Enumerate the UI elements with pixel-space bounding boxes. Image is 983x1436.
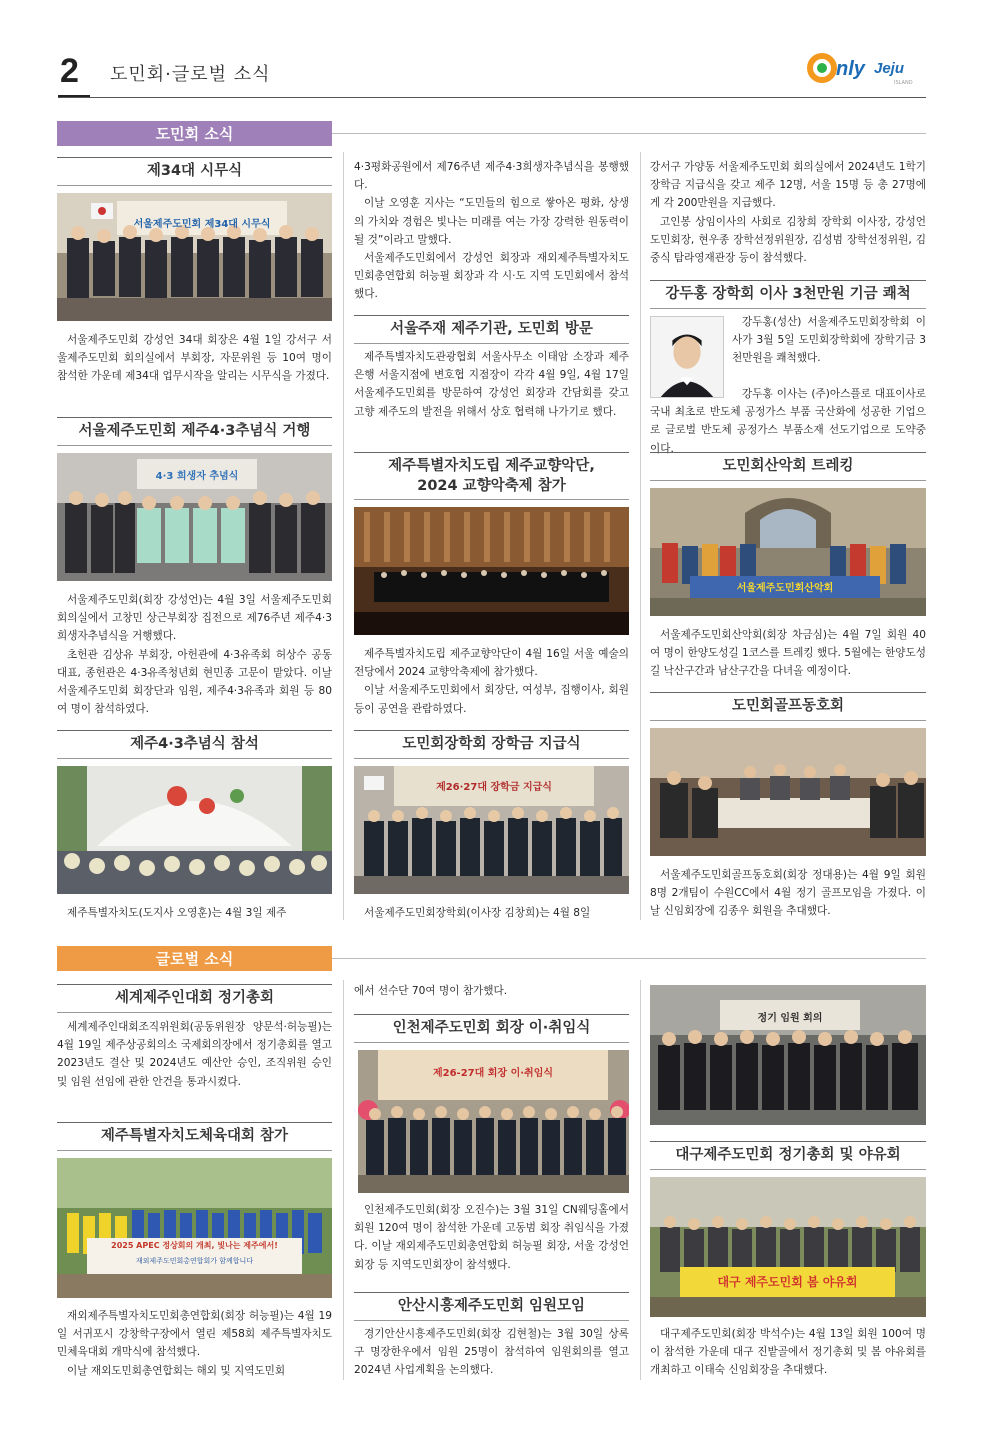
paragraph: 서울제주도민회 강성언 34대 회장은 4월 1일 강서구 서울제주도민회 회의실에서 부회장, 자문위원 등 10여 명이 참석한 가운데 제34대 업무시작을 알리는 시무식을 가졌다. <box>57 334 332 383</box>
photo-banner-subtext: 재외제주도민회총연합회가 함께합니다 <box>135 1257 254 1265</box>
photo-banner-text: 대구 제주도민회 봄 야유회 <box>717 1275 858 1289</box>
paragraph: 강서구 가양동 서울제주도민회 회의실에서 2024년도 1학기 장학금 지급식을 갖고 제주 12명, 서울 15명 등 총 27명에게 각 200만원을 지급했다. <box>650 161 926 210</box>
article-heading <box>354 452 629 500</box>
paragraph: 에서 선수단 70여 명이 참가했다. <box>354 985 508 997</box>
paragraph: 서울제주도민회골프동호회(회장 정대용)는 4월 9일 회원 8명 2개팀이 수원CC에서 4월 정기 골프모임을 가졌다. 이날 신임회장에 김종우 회원을 추대했다. <box>650 869 926 918</box>
article-body <box>57 1018 332 1091</box>
article-heading: 서울제주도민회 제주4·3추념식 거행 <box>57 417 332 446</box>
article-body-continued <box>650 158 926 267</box>
article-body <box>57 591 332 718</box>
article-heading: 제주4·3추념식 참석 <box>57 730 332 759</box>
paragraph: 제주특별자치도관광협회 서울사무소 이태암 소장과 제주은행 서울지점에 변호협 지점장이 각각 4월 9일, 4월 17일 서울제주도민회를 방문하여 강성언 회장과 간담회를 갖고 고향 제주도의 발전을 위해서 상호 협력해 나가기로 했다. <box>354 351 629 418</box>
photo-banner-text: 서울제주도민회산악회 <box>736 583 834 594</box>
photo-banner-text: 2025 APEC 정상회의 개최, 빛나는 제주에서! <box>111 1241 278 1250</box>
paragraph: 세계제주인대회조직위원회(공동위원장 양문석·허능필)는 4월 19일 제주상공회의소 국제회의장에서 정기총회를 열고 2023년도 결산 및 2024년도 예산안 승인, 조직위원 승인 및 임원 선임에 관한 안건을 통과시켰다. <box>57 1021 332 1088</box>
paragraph: 대구제주도민회(회장 박석수)는 4월 13일 회원 100여 명이 참석한 가운데 대구 진밭골에서 정기총회 및 봄 야유회를 개최하고 이태숙 신임회장을 추대했다. <box>650 1328 926 1377</box>
article-heading: 도민회장학회 장학금 지급식 <box>354 730 629 759</box>
article-body <box>650 626 926 681</box>
article-heading: 제34대 시무식 <box>57 157 332 186</box>
article-heading: 강두홍 장학회 이사 3천만원 기금 쾌척 <box>650 280 926 309</box>
golf-club-photo <box>650 728 926 856</box>
section-rule-domin <box>332 133 926 134</box>
article-body <box>57 1307 332 1380</box>
article-body <box>650 1325 926 1380</box>
article-body <box>732 313 926 368</box>
photo-banner-text: 정기 임원 회의 <box>757 1013 823 1024</box>
paragraph: 서울제주도민회산악회(회장 차금심)는 4월 7일 회원 40여 명이 한양도성길 1코스를 트레킹 했다. 5월에는 한양도성길 낙산구간과 남산구간을 다녀올 예정이다. <box>650 629 926 678</box>
page-number: 2 <box>60 52 79 90</box>
section-banner-global: 글로벌 소식 <box>57 946 332 971</box>
paragraph: 이날 오영훈 지사는 “도민들의 힘으로 쌓아온 평화, 상생의 가치와 경험은 빛나는 미래를 여는 가장 강력한 원동력이 될 것”이라고 말했다. <box>354 197 629 246</box>
paragraph: 강두홍(성산) 서울제주도민회장학회 이사가 3월 5일 도민회장학회에 장학기금 3천만원을 쾌척했다. <box>732 316 926 365</box>
paragraph: 인천제주도민회(회장 오진수)는 3월 31일 CN웨딩홀에서 회원 120여 명이 참석한 가운데 고동범 회장 취임식을 가졌다. 이날 재외제주도민회총연합회 허능필 회장, 서울 강성언 회장 등 지역도민회장이 참석했다. <box>354 1204 629 1271</box>
article-body <box>57 331 332 386</box>
article-body <box>354 1201 629 1274</box>
section-banner-domin: 도민회 소식 <box>57 121 332 146</box>
scholarship-ceremony-photo <box>354 766 629 894</box>
trekking-photo <box>650 488 926 616</box>
group-photo <box>57 193 332 321</box>
article-body-continued <box>354 982 629 1000</box>
paragraph: 서울제주도민회에서 강성언 회장과 재외제주특별자치도민회총연합회 허능필 회장과 각 시·도 지역 도민회에서 참석했다. <box>354 252 629 301</box>
section-rule-global <box>332 958 926 959</box>
column-divider <box>640 152 641 920</box>
article-body <box>354 904 629 922</box>
article-body <box>354 645 629 718</box>
paragraph: 이날 서울제주도민회에서 회장단, 여성부, 집행이사, 회원 등이 공연을 관람하였다. <box>354 684 629 715</box>
paragraph: 4·3평화공원에서 제76주년 제주4·3희생자추념식을 봉행했다. <box>354 161 629 192</box>
column-divider <box>343 152 344 920</box>
photo-banner-text: 제26-27대 회장 이·취임식 <box>432 1068 554 1079</box>
orchestra-photo <box>354 507 629 635</box>
only-jeju-logo <box>806 48 931 88</box>
memorial-park-photo <box>57 766 332 894</box>
executive-meeting-photo <box>650 985 926 1125</box>
paragraph: 서울제주도민회장학회(이사장 김창희)는 4월 8일 <box>364 907 591 919</box>
header-section-title: 도민회·글로벌 소식 <box>110 64 271 85</box>
inauguration-photo <box>358 1050 629 1193</box>
column-divider <box>640 980 641 1380</box>
svg-text:nly: nly <box>836 58 865 80</box>
svg-text:Jeju: Jeju <box>874 60 905 77</box>
photo-banner-text: 서울제주도민회 제34대 시무식 <box>133 219 271 230</box>
paragraph: 경기안산시흥제주도민회(회장 김현철)는 3월 30일 상록구 명장한우에서 임원 25명이 참석하여 임원회의를 열고 2024년 사업계획을 논의했다. <box>354 1328 629 1377</box>
column-divider <box>343 980 344 1380</box>
paragraph: 초헌관 김상유 부회장, 아헌관에 4·3유족회 허상수 공동대표, 종헌관은 4·3유족청년회 현민종 고문이 맡았다. 이날 서울제주도민회 회장단과 임원, 제주4·3유족과 회원 등 80여 명이 참석하였다. <box>57 648 332 716</box>
article-heading: 도민회산악회 트레킹 <box>650 452 926 481</box>
header-rule <box>58 97 926 98</box>
photo-banner-text: 제26·27대 장학금 지급식 <box>436 782 552 793</box>
article-body <box>354 348 629 421</box>
article-heading: 안산시흥제주도민회 임원모임 <box>354 1292 629 1321</box>
article-body <box>650 866 926 921</box>
heading-line: 2024 교향악축제 참가 <box>417 477 566 494</box>
memorial-ceremony-photo <box>57 453 332 581</box>
picnic-photo <box>650 1177 926 1317</box>
article-heading: 도민회골프동호회 <box>650 692 926 721</box>
article-heading: 인천제주도민회 회장 이·취임식 <box>354 1014 629 1043</box>
article-body-continued <box>354 158 629 304</box>
article-heading: 제주특별자치도체육대회 참가 <box>57 1122 332 1151</box>
paragraph: 제주특별자치도립 제주교향악단이 4월 16일 서울 예술의 전당에서 2024 교향악축제에 참가했다. <box>354 648 629 679</box>
article-heading: 세계제주인대회 정기총회 <box>57 984 332 1013</box>
article-body <box>650 385 926 458</box>
paragraph: 강두홍 이사는 (주)아스플로 대표이사로 국내 최초로 반도체 공정가스 부품 국산화에 성공한 기업으로 글로벌 반도체 공정가스 부품소재 선도기업으로 도약중이다. <box>650 388 926 455</box>
article-heading: 대구제주도민회 정기총회 및 야유회 <box>650 1141 926 1170</box>
paragraph: 이날 재외도민회총연합회는 해외 및 지역도민회 <box>67 1364 286 1377</box>
heading-line: 제주특별자치도립 제주교향악단, <box>388 458 595 474</box>
paragraph: 제주특별자치도(도지사 오영훈)는 4월 3일 제주 <box>67 907 287 919</box>
paragraph: 고인봉 상임이사의 사회로 김창희 장학회 이사장, 강성언 도민회장, 현우종 장학선정위원장, 김성범 장학선정위원, 김중식 탐라영재관장 등이 참석했다. <box>650 215 926 265</box>
article-body <box>57 904 332 922</box>
article-body <box>354 1325 629 1380</box>
paragraph: 재외제주특별자치도민회총연합회(회장 허능필)는 4월 19일 서귀포시 강창학구장에서 열린 제58회 제주특별자치도민체육대회 개막식에 참석했다. <box>57 1310 332 1359</box>
article-heading: 서울주재 제주기관, 도민회 방문 <box>354 315 629 344</box>
photo-banner-text: 4·3 희생자 추념식 <box>155 471 239 482</box>
sports-event-photo <box>57 1158 332 1298</box>
paragraph: 서울제주도민회(회장 강성언)는 4월 3일 서울제주도민회 회의실에서 고창민 상근부회장 집전으로 제76주년 제주4·3희생자추념식을 거행했다. <box>57 594 332 643</box>
svg-text:ISLAND: ISLAND <box>894 80 913 86</box>
